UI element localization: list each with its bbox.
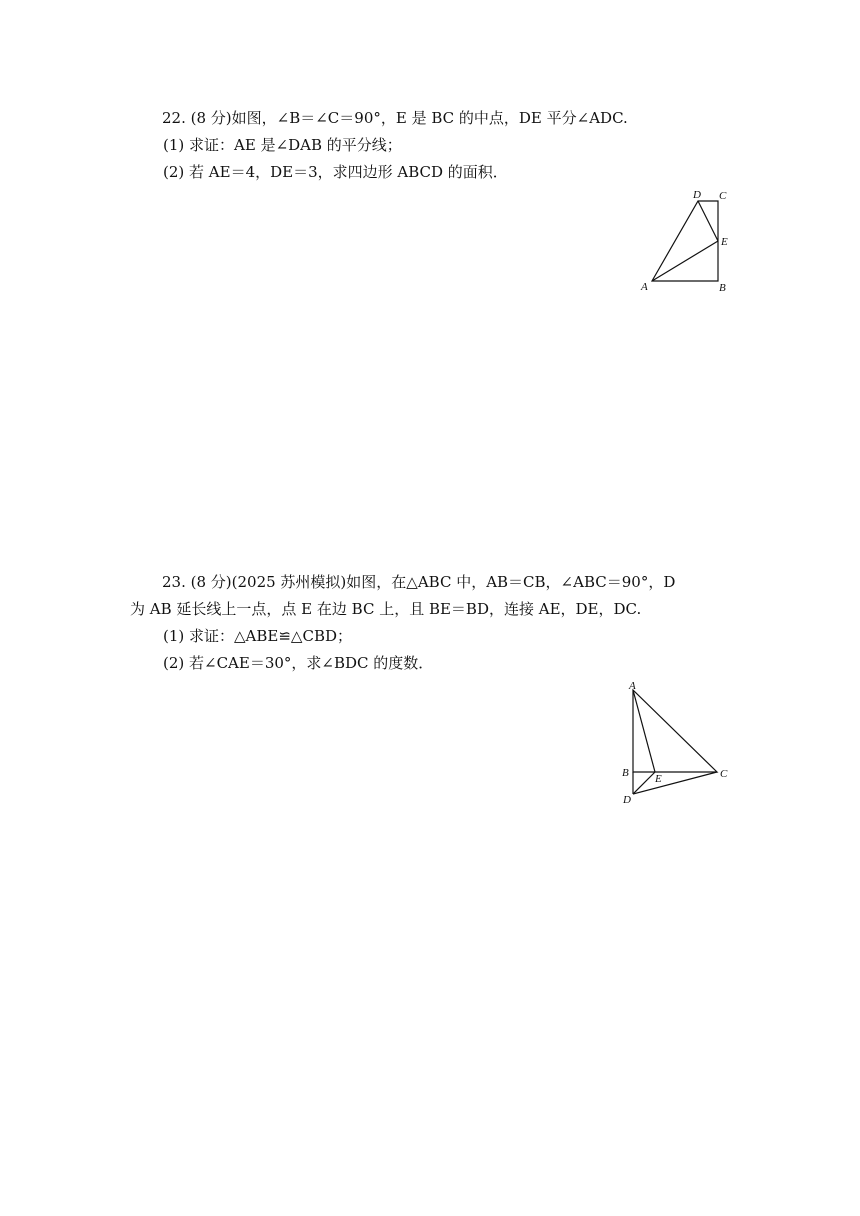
problem-22-part-1: (1) 求证：AE 是∠DAB 的平分线； — [163, 136, 402, 154]
label-c: C — [720, 768, 728, 780]
segment-de — [698, 201, 718, 241]
problem-22-statement: 22. (8 分)如图，∠B＝∠C＝90°，E 是 BC 的中点，DE 平分∠ADC. — [162, 109, 628, 127]
label-a: A — [641, 281, 648, 293]
segment-ae — [633, 690, 655, 772]
problem-23-part-1: (1) 求证：△ABE≌△CBD； — [163, 627, 352, 645]
segment-dc — [633, 772, 717, 794]
label-a: A — [629, 680, 636, 692]
problem-23-part-2: (2) 若∠CAE＝30°，求∠BDC 的度数． — [163, 654, 434, 672]
label-d: D — [693, 189, 701, 201]
problem-23-statement-cont: 为 AB 延长线上一点，点 E 在边 BC 上，且 BE＝BD，连接 AE，DE，DC. — [130, 600, 642, 618]
label-e: E — [721, 236, 728, 248]
problem-23-statement: 23. (8 分)(2025 苏州模拟)如图，在△ABC 中，AB＝CB，∠ABC＝90°，D — [162, 573, 676, 591]
problem-22-figure — [630, 180, 740, 300]
quadrilateral-abcd — [652, 201, 718, 281]
problem-23-figure — [615, 675, 740, 810]
triangle-abc — [633, 690, 717, 772]
label-b: B — [622, 767, 629, 779]
label-e: E — [655, 773, 662, 785]
segment-ae — [652, 241, 718, 281]
problem-22-part-2: (2) 若 AE＝4，DE＝3，求四边形 ABCD 的面积． — [163, 163, 508, 181]
label-c: C — [719, 190, 727, 202]
label-d: D — [623, 794, 631, 806]
label-b: B — [719, 282, 726, 294]
